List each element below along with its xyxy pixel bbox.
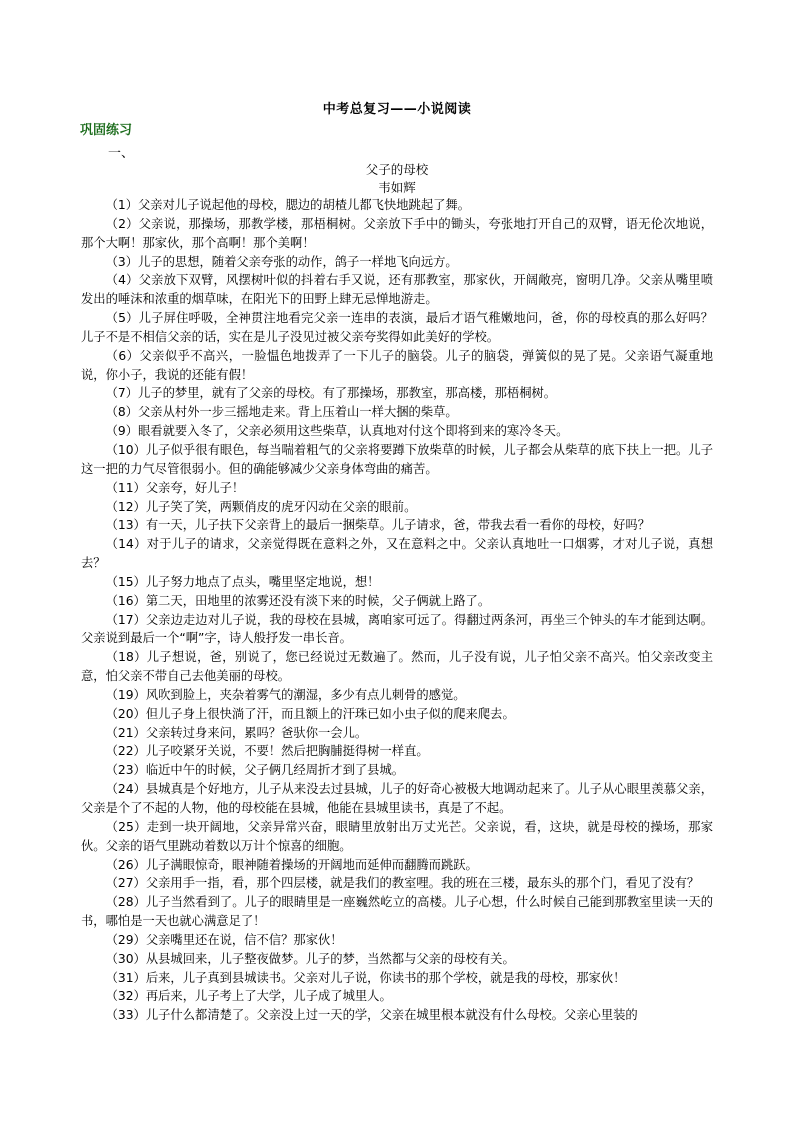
paragraph: （7）儿子的梦里，就有了父亲的母校。有了那操场，那教室，那高楼，那梧桐树。 [105,386,557,401]
paragraph: （30）从县城回来，儿子整夜做梦。儿子的梦，当然都与父亲的母校有关。 [105,951,515,966]
paragraph: （24）县城真是个好地方，儿子从来没去过县城，儿子的好奇心被极大地调动起来了。儿子从心眼里羡慕父亲，父亲是个了不起的人物，他的母校能在县城，他能在县城里读书，真是了不起。 [81,782,713,815]
paragraph: （18）儿子想说，爸，别说了，您已经说过无数遍了。然而，儿子没有说，儿子怕父亲不高兴。怕父亲改变主意，怕父亲不带自己去他美丽的母校。 [81,650,713,684]
story-body [81,196,713,1025]
paragraph: （12）儿子笑了笑，两颗俏皮的虎牙闪动在父亲的眼前。 [105,499,417,514]
paragraph: （6）父亲似乎不高兴，一脸愠色地拨弄了一下儿子的脑袋。儿子的脑袋，弹簧似的晃了晃。父亲语气凝重地说，你小子，我说的还能有假！ [81,348,713,382]
paragraph: （20）但儿子身上很快淌了汗，而且额上的汗珠已如小虫子似的爬来爬去。 [105,706,515,721]
paragraph: （13）有一天，儿子扶下父亲背上的最后一捆柴草。儿子请求，爸，带我去看一看你的母校，好吗？ [105,518,651,533]
paragraph: （21）父亲转过身来问，累吗？爸驮你一会儿。 [105,725,368,740]
document-title: 中考总复习——小说阅读 [322,102,472,117]
paragraph: （1）父亲对儿子说起他的母校，腮边的胡楂儿都飞快地跳起了舞。 [105,198,471,212]
paragraph: （5）儿子屏住呼吸，全神贯注地看完父亲一连串的表演，最后才语气稚嫩地问，爸，你的母校真的那么好吗？儿子不是不相信父亲的话，实在是儿子没见过被父亲夸奖得如此美好的学校。 [81,311,713,344]
paragraph: （15）儿子努力地点了点头，嘴里坚定地说，想！ [105,574,380,589]
paragraph: （8）父亲从村外一步三摇地走来。背上压着山一样大捆的柴草。 [105,405,458,420]
story-title: 父子的母校 [365,162,429,177]
paragraph: （31）后来，儿子真到县城读书。父亲对儿子说，你读书的那个学校，就是我的母校，那家伙！ [105,970,626,985]
section-label: 巩固练习 [80,123,133,138]
paragraph: （16）第二天，田地里的浓雾还没有淡下来的时候，父子俩就上路了。 [105,593,491,608]
paragraph: （17）父亲边走边对儿子说，我的母校在县城，离咱家可远了。得翻过两条河，再坐三个钟头的车才能到达啊。父亲说到最后一个“啊”字，诗人般抒发一串长音。 [81,612,713,646]
paragraph: （25）走到一块开阔地，父亲异常兴奋，眼睛里放射出万丈光芒。父亲说，看，这块，就是母校的操场，那家伙。父亲的语气里跳动着数以万计个惊喜的细胞。 [81,819,713,853]
paragraph: （32）再后来，儿子考上了大学，儿子成了城里人。 [105,989,392,1004]
paragraph: （27）父亲用手一指，看，那个四层楼，就是我们的教室哩。我的班在三楼，最东头的那个门，看见了没有？ [105,876,700,891]
paragraph: （19）风吹到脸上，夹杂着雾气的潮湿，多少有点儿刺骨的感觉。 [105,687,466,702]
paragraph: （26）儿子满眼惊奇，眼神随着操场的开阔地而延伸而翻腾而跳跃。 [105,857,478,872]
paragraph: （10）儿子似乎很有眼色，每当喘着粗气的父亲将要蹲下放柴草的时候，儿子都会从柴草的底下扶上一把。儿子这一把的力气尽管很弱小。但的确能够减少父亲身体弯曲的痛苦。 [81,442,713,476]
paragraph: （22）儿子咬紧牙关说，不要！然后把胸脯挺得树一样直。 [105,744,429,759]
paragraph: （11）父亲夸，好儿子！ [105,480,245,495]
paragraph: （14）对于儿子的请求，父亲觉得既在意料之外，又在意料之中。父亲认真地吐一口烟雾，才对儿子说，真想去？ [81,537,713,571]
paragraph: （28）儿子当然看到了。儿子的眼睛里是一座巍然屹立的高楼。儿子心想，什么时候自己能到那教室里读一天的书，哪怕是一天也就心满意足了！ [81,895,713,929]
paragraph: （9）眼看就要入冬了，父亲必须用这些柴草，认真地对付这个即将到来的寒冷冬天。 [105,424,569,439]
paragraph: （29）父亲嘴里还在说，信不信？那家伙！ [105,932,343,947]
paragraph: （23）临近中午的时候，父子俩几经周折才到了县城。 [105,763,405,778]
paragraph: （33）儿子什么都清楚了。父亲没上过一天的学，父亲在城里根本就没有什么母校。父亲心里装的 [105,1008,638,1023]
section-number: 一、 [108,146,135,161]
paragraph: （4）父亲放下双臂，风摆树叶似的抖着右手又说，还有那教室，那家伙，开阔敞亮，窗明几净。父亲从嘴里喷发出的唾沫和浓重的烟草味，在阳光下的田野上肆无忌惮地游走。 [81,273,713,307]
story-author: 韦如辉 [378,180,416,195]
paragraph: （3）儿子的思想，随着父亲夸张的动作，鸽子一样地飞向远方。 [105,254,458,269]
paragraph: （2）父亲说，那操场，那教学楼，那梧桐树。父亲放下手中的锄头，夸张地打开自己的双臂，语无伦次地说，那个大啊！那家伙，那个高啊！那个美啊！ [81,216,713,250]
